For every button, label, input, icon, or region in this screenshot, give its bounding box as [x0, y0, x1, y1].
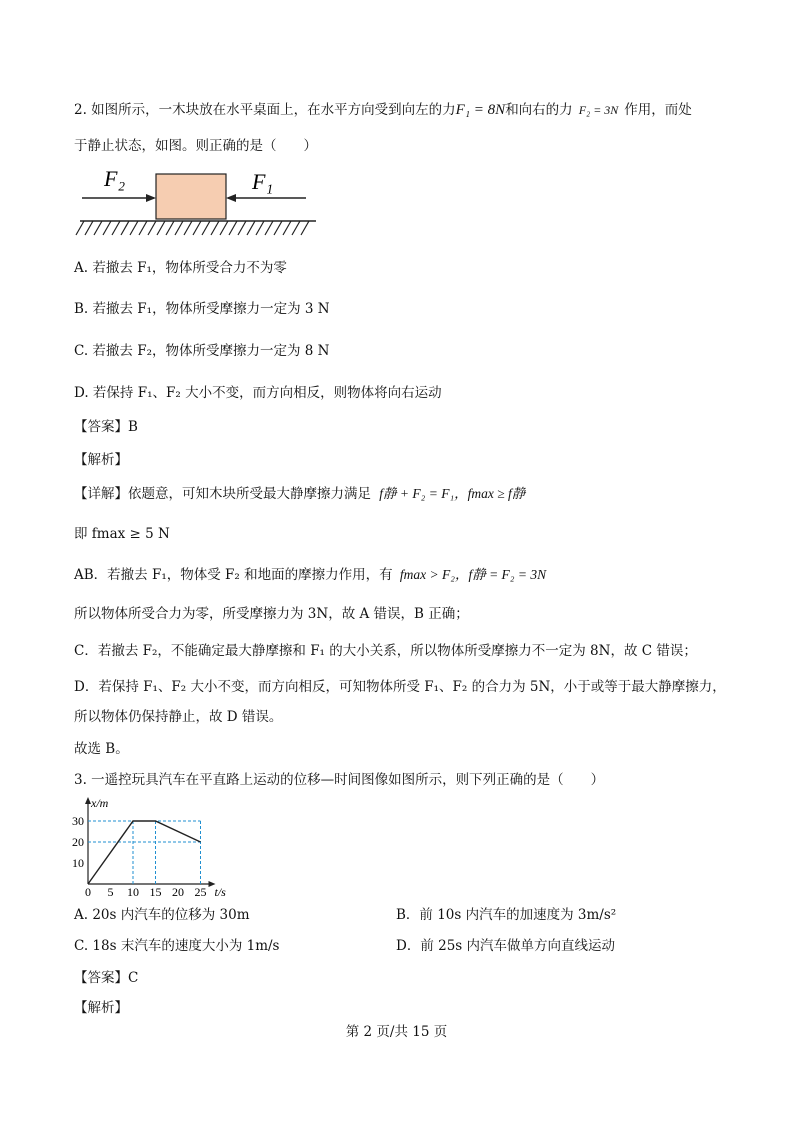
hatch-line: [202, 221, 210, 235]
q2-stem-line1: [74, 101, 692, 119]
q2-force-diagram: [74, 162, 326, 240]
fig-f1-label: F₁: [252, 169, 274, 194]
hatch-line: [121, 221, 129, 235]
q2-detail-line: [74, 485, 525, 503]
x-tick-label: 10: [127, 885, 139, 899]
q3-option-b: B．前 10s 内汽车的加速度为 3m/s²: [396, 907, 617, 923]
q3-xt-graph: [66, 796, 236, 900]
ab-text: AB．若撤去 F₁，物体受 F₂ 和地面的摩擦力作用，有: [74, 567, 393, 583]
hatch-line: [175, 221, 183, 235]
q2-d-explanation-1: D．若保持 F₁、F₂ 大小不变，而方向相反，可知物体所受 F₁、F₂ 的合力为 5N，小于或等于最大静摩擦力，: [74, 679, 726, 695]
x-tick-label: 5: [107, 885, 114, 899]
q3-stem: 3. 一遥控玩具汽车在平直路上运动的位移—时间图像如图所示，则下列正确的是（ ）: [74, 772, 605, 788]
hatch-line: [148, 221, 156, 235]
x-tick-label: 20: [172, 885, 184, 899]
x-tick-label: 25: [194, 885, 207, 899]
table-hatching: [76, 221, 309, 235]
xt-series-line: [88, 821, 201, 884]
hatch-line: [130, 221, 138, 235]
hatch-line: [139, 221, 147, 235]
x-tick-label: 15: [149, 885, 162, 899]
hatch-line: [292, 221, 300, 235]
y-tick-label: 30: [72, 814, 84, 828]
detail-text: 【详解】依题意，可知木块所受最大静摩擦力满足: [74, 486, 371, 502]
q3-option-c: C. 18s 末汽车的速度大小为 1m/s: [74, 938, 280, 954]
hatch-line: [265, 221, 273, 235]
hatch-line: [247, 221, 255, 235]
hatch-line: [193, 221, 201, 235]
y-tick-label: 10: [72, 856, 84, 870]
q3-analysis-label: 【解析】: [74, 1000, 128, 1016]
hatch-line: [274, 221, 282, 235]
hatch-line: [76, 221, 84, 235]
q2-analysis-label: 【解析】: [74, 452, 128, 468]
q2-option-a: A. 若撤去 F₁，物体所受合力不为零: [74, 260, 287, 276]
q2-d-explanation-2: 所以物体仍保持静止，故 D 错误。: [74, 709, 283, 725]
q2-stem-text-c: 作用，而处: [624, 102, 692, 118]
q2-ab-line: [74, 566, 546, 584]
q2-answer: 【答案】B: [74, 419, 138, 435]
q2-stem-line2: 于静止状态，如图。则正确的是（ ）: [74, 138, 317, 154]
q2-option-b: B. 若撤去 F₁，物体所受摩擦力一定为 3 N: [74, 301, 330, 317]
q2-option-d: D. 若保持 F₁、F₂ 大小不变，而方向相反，则物体将向右运动: [74, 385, 442, 401]
hatch-line: [157, 221, 165, 235]
x-axis-label: t/s: [214, 885, 226, 899]
q2-option-c: C. 若撤去 F₂，物体所受摩擦力一定为 8 N: [74, 343, 330, 359]
y-axis-label: x/m: [91, 796, 109, 810]
page-footer: 第 2 页/共 15 页: [345, 1024, 448, 1040]
q2-c-explanation: C．若撤去 F₂，不能确定最大静摩擦和 F₁ 的大小关系，所以物体所受摩擦力不一定为 8N，故 C 错误；: [74, 643, 697, 659]
hatch-line: [211, 221, 219, 235]
f2-arrowhead: [146, 194, 156, 202]
hatch-line: [85, 221, 93, 235]
detail-equation: f静 + F₂ = F₁，fmax ≥ f静: [379, 486, 526, 501]
hatch-line: [256, 221, 264, 235]
hatch-line: [301, 221, 309, 235]
hatch-line: [220, 221, 228, 235]
wooden-block: [156, 174, 226, 219]
q2-choose: 故选 B。: [74, 741, 129, 757]
q3-option-d: D．前 25s 内汽车做单方向直线运动: [396, 938, 616, 954]
f1-arrowhead: [226, 194, 236, 202]
f1-expression: F₁ = 8N: [455, 102, 506, 118]
y-tick-label: 20: [72, 835, 84, 849]
q3-answer: 【答案】C: [74, 970, 139, 986]
f2-expression: F₂ = 3N: [578, 103, 619, 117]
hatch-line: [184, 221, 192, 235]
q2-ab-conclusion: 所以物体所受合力为零，所受摩擦力为 3N，故 A 错误，B 正确；: [74, 606, 469, 622]
q2-ji-line: 即 fmax ≥ 5 N: [74, 526, 170, 542]
hatch-line: [94, 221, 102, 235]
hatch-line: [112, 221, 120, 235]
ab-equation: fmax > F₂，f静 = F₂ = 3N: [399, 567, 547, 582]
q2-stem-text-b: 和向右的力: [505, 102, 573, 118]
hatch-line: [103, 221, 111, 235]
hatch-line: [283, 221, 291, 235]
x-tick-label: 0: [85, 885, 91, 899]
hatch-line: [229, 221, 237, 235]
q2-stem-text: 2. 如图所示，一木块放在水平桌面上，在水平方向受到向左的力: [74, 102, 456, 118]
fig-f2-label: F₂: [104, 166, 126, 191]
q3-option-a: A. 20s 内汽车的位移为 30m: [74, 907, 250, 923]
hatch-line: [166, 221, 174, 235]
hatch-line: [238, 221, 246, 235]
